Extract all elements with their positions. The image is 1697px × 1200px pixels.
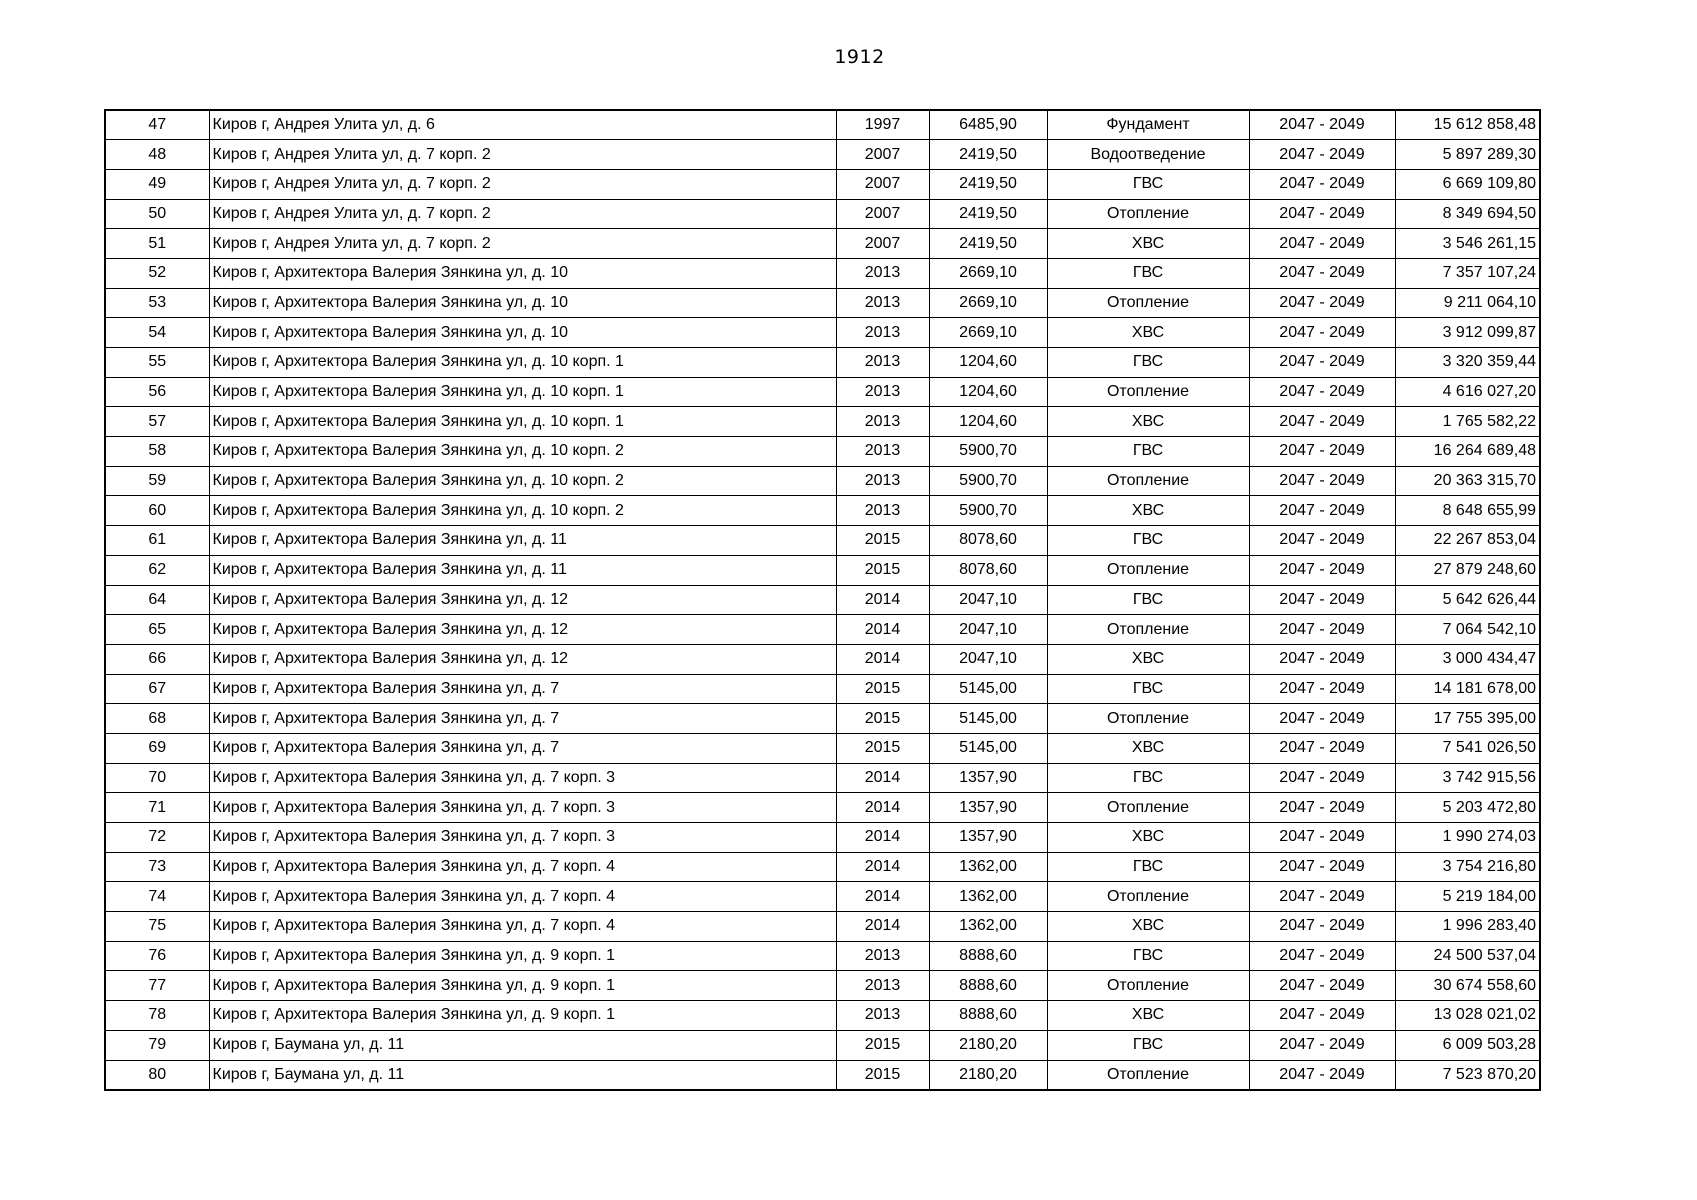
- work-type-cell: ХВС: [1047, 823, 1249, 853]
- address-cell: Киров г, Архитектора Валерия Зянкина ул, д. 10 корп. 2: [209, 496, 836, 526]
- row-number-cell: 56: [105, 377, 209, 407]
- period-cell: 2047 - 2049: [1249, 229, 1395, 259]
- period-cell: 2047 - 2049: [1249, 823, 1395, 853]
- build-year-cell: 2013: [836, 437, 929, 467]
- row-number-cell: 59: [105, 466, 209, 496]
- row-number-cell: 67: [105, 674, 209, 704]
- area-cell: 2669,10: [929, 318, 1047, 348]
- build-year-cell: 2013: [836, 466, 929, 496]
- build-year-cell: 2015: [836, 526, 929, 556]
- row-number-cell: 49: [105, 169, 209, 199]
- row-number-cell: 76: [105, 941, 209, 971]
- table-row: [105, 348, 1540, 378]
- build-year-cell: 2013: [836, 348, 929, 378]
- cost-cell: 9 211 064,10: [1395, 288, 1540, 318]
- work-type-cell: ХВС: [1047, 496, 1249, 526]
- address-cell: Киров г, Архитектора Валерия Зянкина ул, д. 9 корп. 1: [209, 971, 836, 1001]
- table-row: [105, 437, 1540, 467]
- area-cell: 1357,90: [929, 793, 1047, 823]
- table-row: [105, 615, 1540, 645]
- row-number-cell: 75: [105, 912, 209, 942]
- row-number-cell: 74: [105, 882, 209, 912]
- row-number-cell: 79: [105, 1030, 209, 1060]
- period-cell: 2047 - 2049: [1249, 526, 1395, 556]
- row-number-cell: 47: [105, 110, 209, 140]
- table-row: [105, 258, 1540, 288]
- cost-cell: 3 754 216,80: [1395, 852, 1540, 882]
- build-year-cell: 2014: [836, 793, 929, 823]
- cost-cell: 4 616 027,20: [1395, 377, 1540, 407]
- build-year-cell: 2014: [836, 615, 929, 645]
- work-type-cell: ХВС: [1047, 1001, 1249, 1031]
- work-type-cell: ГВС: [1047, 585, 1249, 615]
- table-row: [105, 288, 1540, 318]
- address-cell: Киров г, Андрея Улита ул, д. 7 корп. 2: [209, 229, 836, 259]
- table-row: [105, 407, 1540, 437]
- table-row: [105, 882, 1540, 912]
- build-year-cell: 2007: [836, 140, 929, 170]
- period-cell: 2047 - 2049: [1249, 140, 1395, 170]
- address-cell: Киров г, Архитектора Валерия Зянкина ул, д. 10: [209, 258, 836, 288]
- work-type-cell: Отопление: [1047, 793, 1249, 823]
- work-type-cell: Отопление: [1047, 704, 1249, 734]
- build-year-cell: 2014: [836, 852, 929, 882]
- build-year-cell: 2015: [836, 1030, 929, 1060]
- work-type-cell: ХВС: [1047, 318, 1249, 348]
- area-cell: 2180,20: [929, 1030, 1047, 1060]
- area-cell: 2047,10: [929, 615, 1047, 645]
- cost-cell: 3 000 434,47: [1395, 644, 1540, 674]
- cost-cell: 17 755 395,00: [1395, 704, 1540, 734]
- row-number-cell: 77: [105, 971, 209, 1001]
- area-cell: 2419,50: [929, 140, 1047, 170]
- table-row: [105, 229, 1540, 259]
- area-cell: 8078,60: [929, 555, 1047, 585]
- table-row: [105, 318, 1540, 348]
- work-type-cell: ГВС: [1047, 941, 1249, 971]
- address-cell: Киров г, Архитектора Валерия Зянкина ул, д. 9 корп. 1: [209, 1001, 836, 1031]
- area-cell: 6485,90: [929, 110, 1047, 140]
- work-type-cell: ГВС: [1047, 1030, 1249, 1060]
- period-cell: 2047 - 2049: [1249, 971, 1395, 1001]
- period-cell: 2047 - 2049: [1249, 496, 1395, 526]
- address-cell: Киров г, Архитектора Валерия Зянкина ул, д. 11: [209, 555, 836, 585]
- work-type-cell: ГВС: [1047, 348, 1249, 378]
- cost-cell: 1 996 283,40: [1395, 912, 1540, 942]
- table-row: [105, 169, 1540, 199]
- address-cell: Киров г, Архитектора Валерия Зянкина ул, д. 7: [209, 704, 836, 734]
- work-type-cell: Фундамент: [1047, 110, 1249, 140]
- row-number-cell: 51: [105, 229, 209, 259]
- period-cell: 2047 - 2049: [1249, 733, 1395, 763]
- address-cell: Киров г, Архитектора Валерия Зянкина ул, д. 10 корп. 1: [209, 377, 836, 407]
- table-row: [105, 199, 1540, 229]
- table-row: [105, 585, 1540, 615]
- address-cell: Киров г, Архитектора Валерия Зянкина ул, д. 11: [209, 526, 836, 556]
- address-cell: Киров г, Андрея Улита ул, д. 7 корп. 2: [209, 140, 836, 170]
- work-type-cell: Отопление: [1047, 555, 1249, 585]
- row-number-cell: 66: [105, 644, 209, 674]
- row-number-cell: 65: [105, 615, 209, 645]
- work-type-cell: Отопление: [1047, 1060, 1249, 1090]
- address-cell: Киров г, Архитектора Валерия Зянкина ул, д. 7 корп. 3: [209, 793, 836, 823]
- build-year-cell: 2013: [836, 407, 929, 437]
- table-row: [105, 763, 1540, 793]
- work-type-cell: Отопление: [1047, 288, 1249, 318]
- row-number-cell: 53: [105, 288, 209, 318]
- address-cell: Киров г, Архитектора Валерия Зянкина ул, д. 10 корп. 1: [209, 407, 836, 437]
- table-row: [105, 704, 1540, 734]
- cost-cell: 5 897 289,30: [1395, 140, 1540, 170]
- build-year-cell: 2014: [836, 882, 929, 912]
- work-type-cell: Отопление: [1047, 882, 1249, 912]
- address-cell: Киров г, Архитектора Валерия Зянкина ул, д. 9 корп. 1: [209, 941, 836, 971]
- area-cell: 2669,10: [929, 288, 1047, 318]
- area-cell: 5145,00: [929, 704, 1047, 734]
- table-row: [105, 496, 1540, 526]
- cost-cell: 14 181 678,00: [1395, 674, 1540, 704]
- work-type-cell: Отопление: [1047, 466, 1249, 496]
- cost-cell: 7 357 107,24: [1395, 258, 1540, 288]
- area-cell: 2419,50: [929, 199, 1047, 229]
- address-cell: Киров г, Архитектора Валерия Зянкина ул, д. 12: [209, 644, 836, 674]
- row-number-cell: 58: [105, 437, 209, 467]
- table-row: [105, 1030, 1540, 1060]
- cost-cell: 6 669 109,80: [1395, 169, 1540, 199]
- row-number-cell: 54: [105, 318, 209, 348]
- build-year-cell: 2014: [836, 763, 929, 793]
- build-year-cell: 2014: [836, 912, 929, 942]
- build-year-cell: 2013: [836, 1001, 929, 1031]
- period-cell: 2047 - 2049: [1249, 912, 1395, 942]
- build-year-cell: 2013: [836, 258, 929, 288]
- row-number-cell: 70: [105, 763, 209, 793]
- work-type-cell: ХВС: [1047, 733, 1249, 763]
- table-row: [105, 555, 1540, 585]
- cost-cell: 20 363 315,70: [1395, 466, 1540, 496]
- cost-cell: 1 765 582,22: [1395, 407, 1540, 437]
- period-cell: 2047 - 2049: [1249, 644, 1395, 674]
- row-number-cell: 57: [105, 407, 209, 437]
- build-year-cell: 2013: [836, 377, 929, 407]
- cost-cell: 8 648 655,99: [1395, 496, 1540, 526]
- work-type-cell: ГВС: [1047, 852, 1249, 882]
- table-row: [105, 526, 1540, 556]
- area-cell: 1204,60: [929, 348, 1047, 378]
- cost-cell: 3 742 915,56: [1395, 763, 1540, 793]
- build-year-cell: 2013: [836, 941, 929, 971]
- area-cell: 8888,60: [929, 941, 1047, 971]
- address-cell: Киров г, Архитектора Валерия Зянкина ул, д. 10 корп. 1: [209, 348, 836, 378]
- build-year-cell: 2007: [836, 169, 929, 199]
- period-cell: 2047 - 2049: [1249, 258, 1395, 288]
- work-type-cell: ХВС: [1047, 407, 1249, 437]
- area-cell: 5145,00: [929, 733, 1047, 763]
- cost-cell: 15 612 858,48: [1395, 110, 1540, 140]
- cost-cell: 3 546 261,15: [1395, 229, 1540, 259]
- period-cell: 2047 - 2049: [1249, 585, 1395, 615]
- table-row: [105, 644, 1540, 674]
- table-row: [105, 793, 1540, 823]
- row-number-cell: 50: [105, 199, 209, 229]
- table-body: [105, 110, 1540, 1090]
- build-year-cell: 2013: [836, 496, 929, 526]
- cost-cell: 5 219 184,00: [1395, 882, 1540, 912]
- cost-cell: 27 879 248,60: [1395, 555, 1540, 585]
- address-cell: Киров г, Андрея Улита ул, д. 7 корп. 2: [209, 199, 836, 229]
- table-row: [105, 912, 1540, 942]
- cost-cell: 16 264 689,48: [1395, 437, 1540, 467]
- work-type-cell: Отопление: [1047, 615, 1249, 645]
- row-number-cell: 60: [105, 496, 209, 526]
- cost-cell: 24 500 537,04: [1395, 941, 1540, 971]
- period-cell: 2047 - 2049: [1249, 288, 1395, 318]
- work-type-cell: Отопление: [1047, 971, 1249, 1001]
- row-number-cell: 71: [105, 793, 209, 823]
- work-type-cell: ГВС: [1047, 763, 1249, 793]
- period-cell: 2047 - 2049: [1249, 704, 1395, 734]
- row-number-cell: 73: [105, 852, 209, 882]
- period-cell: 2047 - 2049: [1249, 407, 1395, 437]
- cost-cell: 6 009 503,28: [1395, 1030, 1540, 1060]
- period-cell: 2047 - 2049: [1249, 199, 1395, 229]
- build-year-cell: 2014: [836, 585, 929, 615]
- work-type-cell: Отопление: [1047, 199, 1249, 229]
- table-row: [105, 1060, 1540, 1090]
- work-type-cell: Отопление: [1047, 377, 1249, 407]
- row-number-cell: 61: [105, 526, 209, 556]
- row-number-cell: 62: [105, 555, 209, 585]
- area-cell: 2419,50: [929, 169, 1047, 199]
- period-cell: 2047 - 2049: [1249, 437, 1395, 467]
- row-number-cell: 64: [105, 585, 209, 615]
- period-cell: 2047 - 2049: [1249, 674, 1395, 704]
- address-cell: Киров г, Архитектора Валерия Зянкина ул, д. 7: [209, 674, 836, 704]
- address-cell: Киров г, Архитектора Валерия Зянкина ул, д. 10 корп. 2: [209, 437, 836, 467]
- period-cell: 2047 - 2049: [1249, 941, 1395, 971]
- build-year-cell: 2013: [836, 288, 929, 318]
- period-cell: 2047 - 2049: [1249, 318, 1395, 348]
- area-cell: 5900,70: [929, 496, 1047, 526]
- row-number-cell: 68: [105, 704, 209, 734]
- work-type-cell: ГВС: [1047, 437, 1249, 467]
- cost-cell: 7 523 870,20: [1395, 1060, 1540, 1090]
- cost-cell: 13 028 021,02: [1395, 1001, 1540, 1031]
- work-type-cell: ГВС: [1047, 526, 1249, 556]
- area-cell: 1362,00: [929, 912, 1047, 942]
- cost-cell: 5 642 626,44: [1395, 585, 1540, 615]
- table-row: [105, 971, 1540, 1001]
- build-year-cell: 2007: [836, 199, 929, 229]
- build-year-cell: 2015: [836, 704, 929, 734]
- row-number-cell: 55: [105, 348, 209, 378]
- area-cell: 5145,00: [929, 674, 1047, 704]
- repair-schedule-table: [104, 109, 1541, 1091]
- build-year-cell: 2015: [836, 555, 929, 585]
- work-type-cell: ГВС: [1047, 169, 1249, 199]
- row-number-cell: 72: [105, 823, 209, 853]
- build-year-cell: 2015: [836, 674, 929, 704]
- page-number: 1912: [834, 46, 885, 68]
- period-cell: 2047 - 2049: [1249, 555, 1395, 585]
- work-type-cell: ХВС: [1047, 644, 1249, 674]
- area-cell: 1357,90: [929, 823, 1047, 853]
- table-row: [105, 852, 1540, 882]
- area-cell: 2419,50: [929, 229, 1047, 259]
- period-cell: 2047 - 2049: [1249, 615, 1395, 645]
- address-cell: Киров г, Архитектора Валерия Зянкина ул, д. 7 корп. 3: [209, 823, 836, 853]
- build-year-cell: 2015: [836, 733, 929, 763]
- period-cell: 2047 - 2049: [1249, 1001, 1395, 1031]
- area-cell: 1204,60: [929, 377, 1047, 407]
- build-year-cell: 2014: [836, 644, 929, 674]
- address-cell: Киров г, Андрея Улита ул, д. 7 корп. 2: [209, 169, 836, 199]
- address-cell: Киров г, Баумана ул, д. 11: [209, 1060, 836, 1090]
- row-number-cell: 80: [105, 1060, 209, 1090]
- build-year-cell: 2014: [836, 823, 929, 853]
- period-cell: 2047 - 2049: [1249, 1030, 1395, 1060]
- cost-cell: 30 674 558,60: [1395, 971, 1540, 1001]
- work-type-cell: ХВС: [1047, 912, 1249, 942]
- area-cell: 2669,10: [929, 258, 1047, 288]
- row-number-cell: 78: [105, 1001, 209, 1031]
- cost-cell: 3 912 099,87: [1395, 318, 1540, 348]
- work-type-cell: ХВС: [1047, 229, 1249, 259]
- area-cell: 2047,10: [929, 644, 1047, 674]
- cost-cell: 1 990 274,03: [1395, 823, 1540, 853]
- address-cell: Киров г, Архитектора Валерия Зянкина ул, д. 12: [209, 585, 836, 615]
- period-cell: 2047 - 2049: [1249, 1060, 1395, 1090]
- period-cell: 2047 - 2049: [1249, 882, 1395, 912]
- area-cell: 1357,90: [929, 763, 1047, 793]
- period-cell: 2047 - 2049: [1249, 348, 1395, 378]
- table-row: [105, 377, 1540, 407]
- area-cell: 2047,10: [929, 585, 1047, 615]
- table-row: [105, 674, 1540, 704]
- table-row: [105, 823, 1540, 853]
- build-year-cell: 2007: [836, 229, 929, 259]
- period-cell: 2047 - 2049: [1249, 110, 1395, 140]
- table-row: [105, 1001, 1540, 1031]
- build-year-cell: 2013: [836, 971, 929, 1001]
- cost-cell: 7 541 026,50: [1395, 733, 1540, 763]
- area-cell: 8078,60: [929, 526, 1047, 556]
- address-cell: Киров г, Баумана ул, д. 11: [209, 1030, 836, 1060]
- address-cell: Киров г, Архитектора Валерия Зянкина ул, д. 7: [209, 733, 836, 763]
- work-type-cell: ГВС: [1047, 674, 1249, 704]
- period-cell: 2047 - 2049: [1249, 169, 1395, 199]
- period-cell: 2047 - 2049: [1249, 763, 1395, 793]
- work-type-cell: ГВС: [1047, 258, 1249, 288]
- area-cell: 8888,60: [929, 971, 1047, 1001]
- cost-cell: 7 064 542,10: [1395, 615, 1540, 645]
- address-cell: Киров г, Архитектора Валерия Зянкина ул, д. 7 корп. 4: [209, 912, 836, 942]
- address-cell: Киров г, Архитектора Валерия Зянкина ул, д. 12: [209, 615, 836, 645]
- table-row: [105, 941, 1540, 971]
- row-number-cell: 52: [105, 258, 209, 288]
- area-cell: 2180,20: [929, 1060, 1047, 1090]
- table-row: [105, 466, 1540, 496]
- work-type-cell: Водоотведение: [1047, 140, 1249, 170]
- build-year-cell: 1997: [836, 110, 929, 140]
- area-cell: 8888,60: [929, 1001, 1047, 1031]
- address-cell: Киров г, Андрея Улита ул, д. 6: [209, 110, 836, 140]
- area-cell: 1204,60: [929, 407, 1047, 437]
- period-cell: 2047 - 2049: [1249, 466, 1395, 496]
- table-row: [105, 140, 1540, 170]
- row-number-cell: 48: [105, 140, 209, 170]
- area-cell: 1362,00: [929, 852, 1047, 882]
- address-cell: Киров г, Архитектора Валерия Зянкина ул, д. 7 корп. 4: [209, 852, 836, 882]
- build-year-cell: 2013: [836, 318, 929, 348]
- address-cell: Киров г, Архитектора Валерия Зянкина ул, д. 7 корп. 4: [209, 882, 836, 912]
- address-cell: Киров г, Архитектора Валерия Зянкина ул, д. 10: [209, 288, 836, 318]
- cost-cell: 8 349 694,50: [1395, 199, 1540, 229]
- area-cell: 1362,00: [929, 882, 1047, 912]
- cost-cell: 5 203 472,80: [1395, 793, 1540, 823]
- cost-cell: 3 320 359,44: [1395, 348, 1540, 378]
- period-cell: 2047 - 2049: [1249, 793, 1395, 823]
- address-cell: Киров г, Архитектора Валерия Зянкина ул, д. 10 корп. 2: [209, 466, 836, 496]
- period-cell: 2047 - 2049: [1249, 377, 1395, 407]
- address-cell: Киров г, Архитектора Валерия Зянкина ул, д. 7 корп. 3: [209, 763, 836, 793]
- period-cell: 2047 - 2049: [1249, 852, 1395, 882]
- area-cell: 5900,70: [929, 437, 1047, 467]
- build-year-cell: 2015: [836, 1060, 929, 1090]
- address-cell: Киров г, Архитектора Валерия Зянкина ул, д. 10: [209, 318, 836, 348]
- table-row: [105, 733, 1540, 763]
- row-number-cell: 69: [105, 733, 209, 763]
- table-row: [105, 110, 1540, 140]
- cost-cell: 22 267 853,04: [1395, 526, 1540, 556]
- area-cell: 5900,70: [929, 466, 1047, 496]
